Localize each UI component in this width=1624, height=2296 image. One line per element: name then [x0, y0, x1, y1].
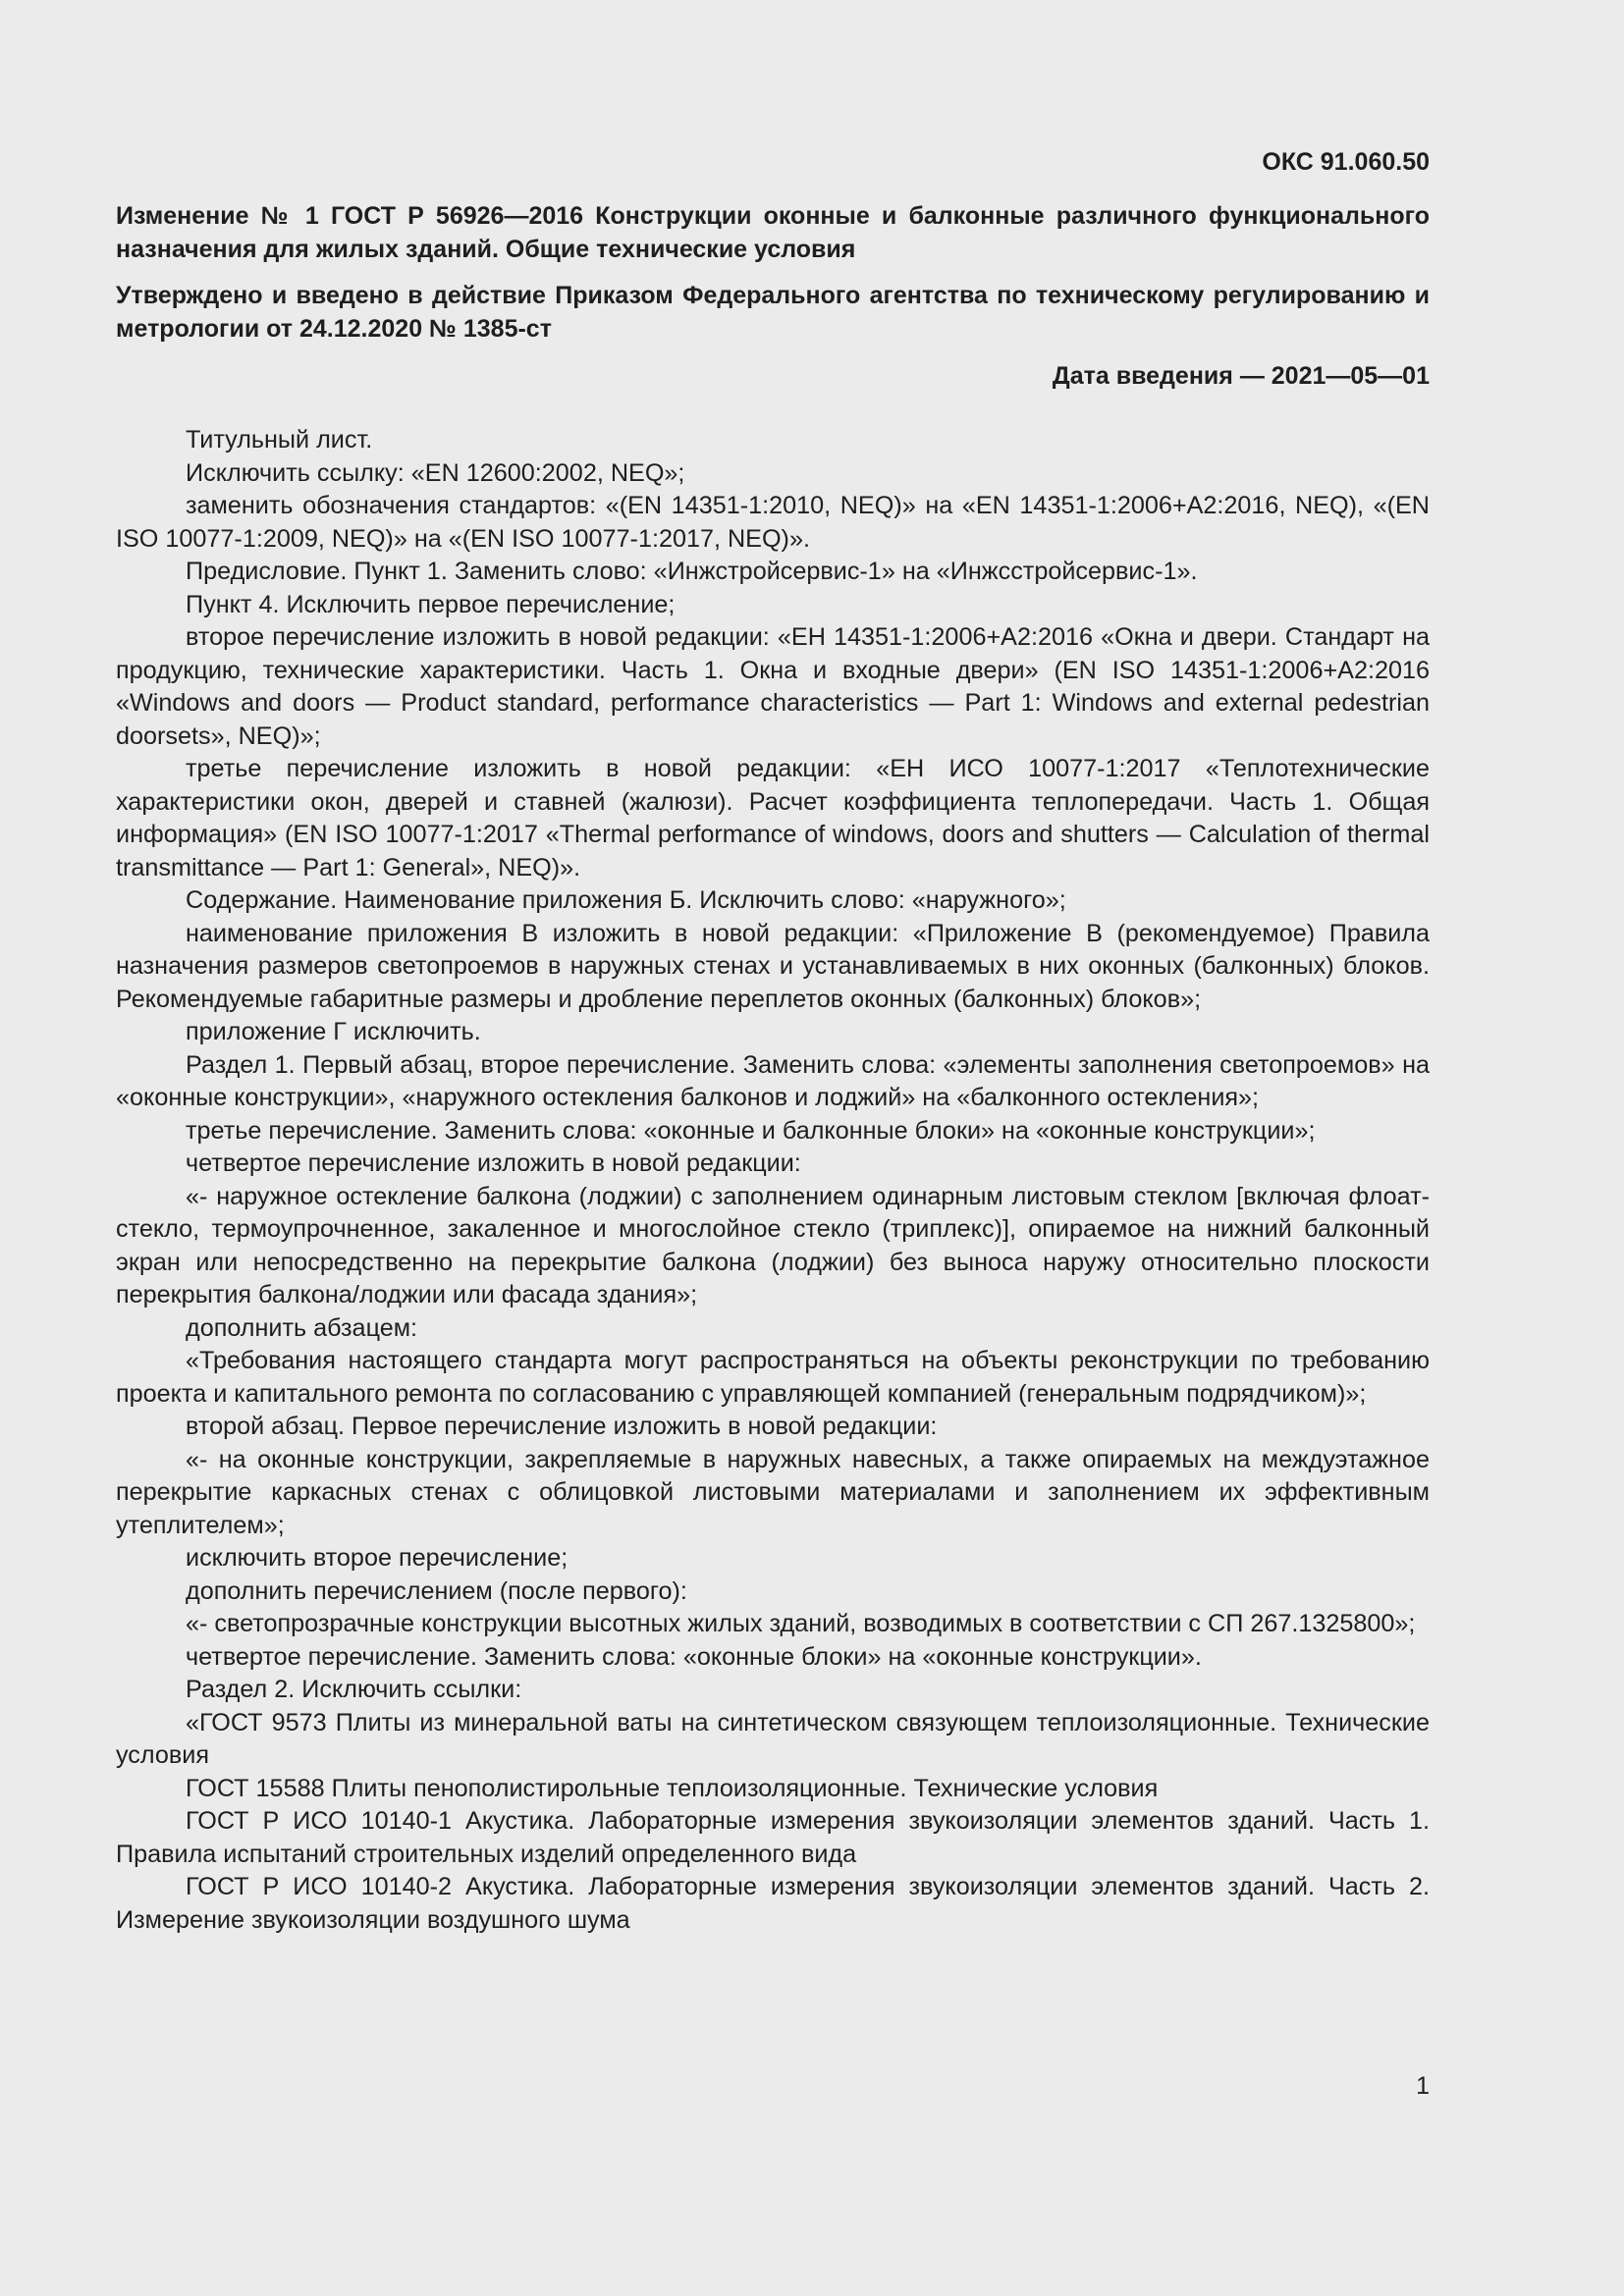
- document-page: [116, 145, 1430, 1937]
- paragraph: Раздел 2. Исключить ссылки:: [186, 1676, 522, 1703]
- paragraph: третье перечисление изложить в новой редакции: «ЕН ИСО 10077-1:2017 «Теплотехнические характеристики окон, дверей и ставней (жалюзи). Расчет коэффициента теплопередачи. Часть 1. Общая информация» (EN ISO 10077-1:2017 «Thermal performance of windows, doors and shutters — Calculation of thermal transmittance — Part 1: General», NEQ)».: [116, 755, 1430, 881]
- paragraph: «- на оконные конструкции, закрепляемые в наружных навесных, а также опираемых на междуэтажное перекрытие каркасных стенах с облицовкой листовыми материалами и заполнением их эффективным утеплителем»;: [116, 1445, 1430, 1539]
- paragraph: Пункт 4. Исключить первое перечисление;: [186, 590, 676, 618]
- approval-statement: Утверждено и введено в действие Приказом Федерального агентства по техническому регулированию и метрологии от 24.12.2020 № 1385-ст: [116, 282, 1430, 343]
- amendment-title: Изменение № 1 ГОСТ Р 56926—2016 Конструкции оконные и балконные различного функционального назначения для жилых зданий. Общие технические условия: [116, 202, 1430, 263]
- paragraph: дополнить абзацем:: [186, 1313, 418, 1342]
- paragraph: ГОСТ 15588 Плиты пенополистирольные теплоизоляционные. Технические условия: [186, 1774, 1159, 1802]
- paragraph: Титульный лист.: [186, 426, 373, 454]
- paragraph: «- наружное остекление балкона (лоджии) с заполнением одинарным листовым стеклом [включая флоат-стекло, термоупрочненное, закаленное и многослойное стекло (триплекс)], опираемое на нижний балконный экран или непосредственно на перекрытие балкона (лоджии) без выноса наружу относительно плоскости перекрытия балкона/лоджии или фасада здания»;: [116, 1182, 1430, 1308]
- paragraph: Предисловие. Пункт 1. Заменить слово: «Инжстройсервис-1» на «Инжсстройсервис-1».: [186, 558, 1198, 585]
- paragraph: второй абзац. Первое перечисление изложить в новой редакции:: [186, 1413, 938, 1440]
- paragraph: Раздел 1. Первый абзац, второе перечисление. Заменить слова: «элементы заполнения светопроемов» на «оконные конструкции», «наружного остекления балконов и лоджий» на «балконного остекления»;: [116, 1050, 1430, 1111]
- page-number: 1: [1416, 2072, 1430, 2100]
- paragraph: четвертое перечисление. Заменить слова: «оконные блоки» на «оконные конструкции».: [186, 1642, 1202, 1671]
- effective-date: Дата введения — 2021—05—01: [1052, 362, 1430, 390]
- paragraph: «- светопрозрачные конструкции высотных жилых зданий, возводимых в соответствии с СП 267.1325800»;: [186, 1610, 1416, 1637]
- paragraph: дополнить перечислением (после первого):: [186, 1576, 687, 1605]
- paragraph: четвертое перечисление изложить в новой редакции:: [186, 1149, 801, 1177]
- paragraph: заменить обозначения стандартов: «(EN 14351-1:2010, NEQ)» на «EN 14351-1:2006+A2:2016, NEQ), «(EN ISO 10077-1:2009, NEQ)» на «(EN ISO 10077-1:2017, NEQ)».: [116, 492, 1430, 553]
- paragraph: Исключить ссылку: «EN 12600:2002, NEQ»;: [186, 458, 685, 487]
- paragraph: приложение Г исключить.: [186, 1018, 481, 1045]
- paragraph: ГОСТ Р ИСО 10140-2 Акустика. Лабораторные измерения звукоизоляции элементов зданий. Часть 2. Измерение звукоизоляции воздушного шума: [116, 1873, 1430, 1934]
- oks-code: ОКС 91.060.50: [1262, 148, 1430, 176]
- paragraph: «ГОСТ 9573 Плиты из минеральной ваты на синтетическом связующем теплоизоляционные. Технические условия: [116, 1708, 1430, 1769]
- paragraph: наименование приложения В изложить в новой редакции: «Приложение В (рекомендуемое) Правила назначения размеров светопроемов в наружных стенах и устанавливаемых в них оконных (балконных) блоков. Рекомендуемые габаритные размеры и дробление переплетов оконных (балконных) блоков»;: [116, 919, 1430, 1013]
- paragraph: исключить второе перечисление;: [186, 1544, 568, 1572]
- paragraph: третье перечисление. Заменить слова: «оконные и балконные блоки» на «оконные конструкции»;: [186, 1116, 1316, 1145]
- paragraph: ГОСТ Р ИСО 10140-1 Акустика. Лабораторные измерения звукоизоляции элементов зданий. Часть 1. Правила испытаний строительных изделий определенного вида: [116, 1807, 1430, 1868]
- paragraph: «Требования настоящего стандарта могут распространяться на объекты реконструкции по требованию проекта и капитального ремонта по согласованию с управляющей компанией (генеральным подрядчиком)»;: [116, 1347, 1430, 1408]
- paragraph: Содержание. Наименование приложения Б. Исключить слово: «наружного»;: [186, 886, 1066, 914]
- paragraph: второе перечисление изложить в новой редакции: «ЕН 14351-1:2006+А2:2016 «Окна и двери. Стандарт на продукцию, технические характеристики. Часть 1. Окна и входные двери» (EN ISO 14351-1:2006+A2:2016 «Windows and doors — Product standard, performance characteristics — Part 1: Windows and external pedestrian doorsets», NEQ)»;: [116, 623, 1430, 750]
- document-body: [116, 424, 1430, 1937]
